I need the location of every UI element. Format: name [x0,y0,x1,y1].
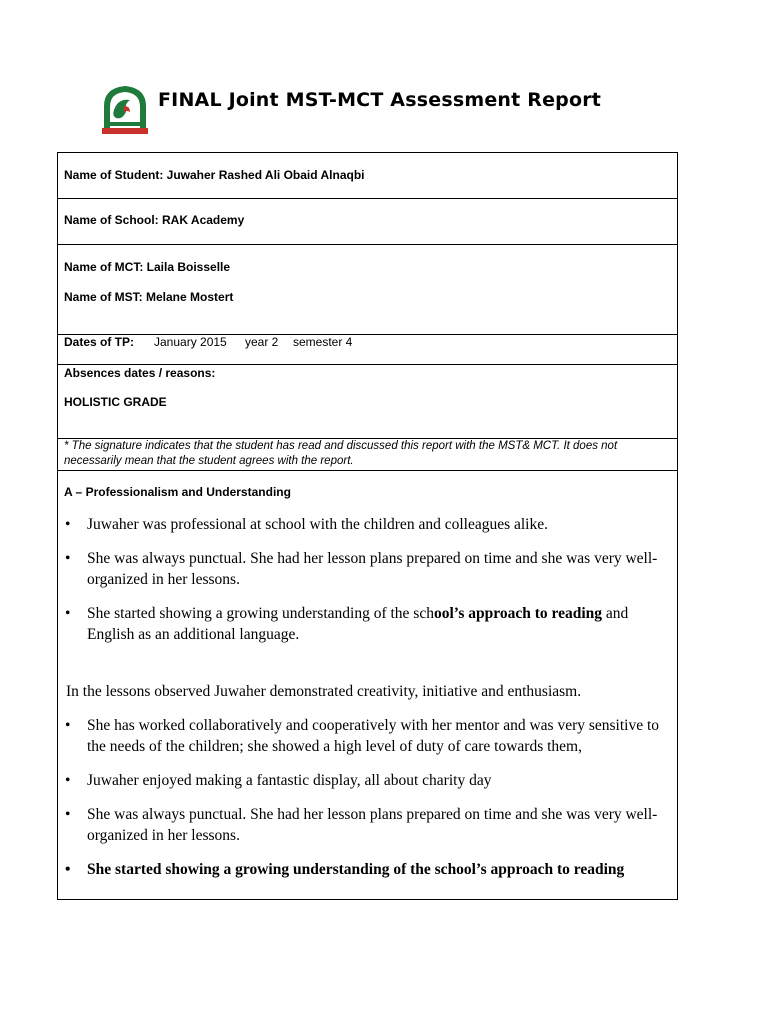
bullet-icon: • [65,516,71,533]
bullet-icon: • [65,717,71,734]
school-row [58,199,677,245]
list-item: • She was always punctual. She had her lesson plans prepared on time and she was very well-organized in her lessons. [65,550,658,588]
school-name: Name of School: RAK Academy [64,213,245,227]
student-name: Name of Student: Juwaher Rashed Ali Obaid Alnaqbi [64,168,365,182]
absences-row [58,365,677,439]
list-item: • Juwaher enjoyed making a fantastic display, all about charity day [65,772,492,789]
dates-year: year 2 [245,335,279,349]
bullet-icon: • [65,605,71,622]
bullet-icon: • [65,806,71,823]
dates-label: Dates of TP: [64,335,135,349]
list-item: • Juwaher was professional at school with the children and colleagues alike. [65,516,548,533]
section-a [58,471,677,900]
list-item: • She was always punctual. She had her lesson plans prepared on time and she was very well-organized in her lessons. [65,806,658,844]
bullet-icon: • [65,772,71,789]
report-title: FINAL Joint MST-MCT Assessment Report [158,89,602,111]
dates-semester: semester 4 [293,335,353,349]
mentors-row [58,245,677,335]
holistic-grade-label: HOLISTIC GRADE [64,395,167,409]
dates-month: January 2015 [154,335,227,349]
bullet-icon: • [65,861,71,878]
bullet-icon: • [65,550,71,567]
mst-name: Name of MST: Melane Mostert [64,290,234,304]
dates-row [58,335,677,365]
report-header [100,84,700,138]
assessment-form [57,152,678,900]
section-a-content [58,514,669,880]
student-row [58,153,677,199]
list-item: • She has worked collaboratively and cooperatively with her mentor and was very sensitive to the needs of the children; she showed a high level of duty of care towards them, [65,717,660,755]
list-item: • She started showing a growing understanding of the school’s approach to reading and English as an additional language. [65,605,629,643]
section-a-heading: A – Professionalism and Understanding [64,485,291,499]
signature-note: * The signature indicates that the student has read and discussed this report with the MST& MCT. It does not necessarily mean that the student agrees with the report. [64,440,618,467]
mct-name: Name of MCT: Laila Boisselle [64,260,231,274]
observation-paragraph: In the lessons observed Juwaher demonstrated creativity, initiative and enthusiasm. [66,683,582,700]
list-item: • She started showing a growing understanding of the school’s approach to reading [65,861,625,878]
signature-row [58,439,677,471]
university-crest-logo [100,84,150,136]
absences-label: Absences dates / reasons: [64,366,216,380]
